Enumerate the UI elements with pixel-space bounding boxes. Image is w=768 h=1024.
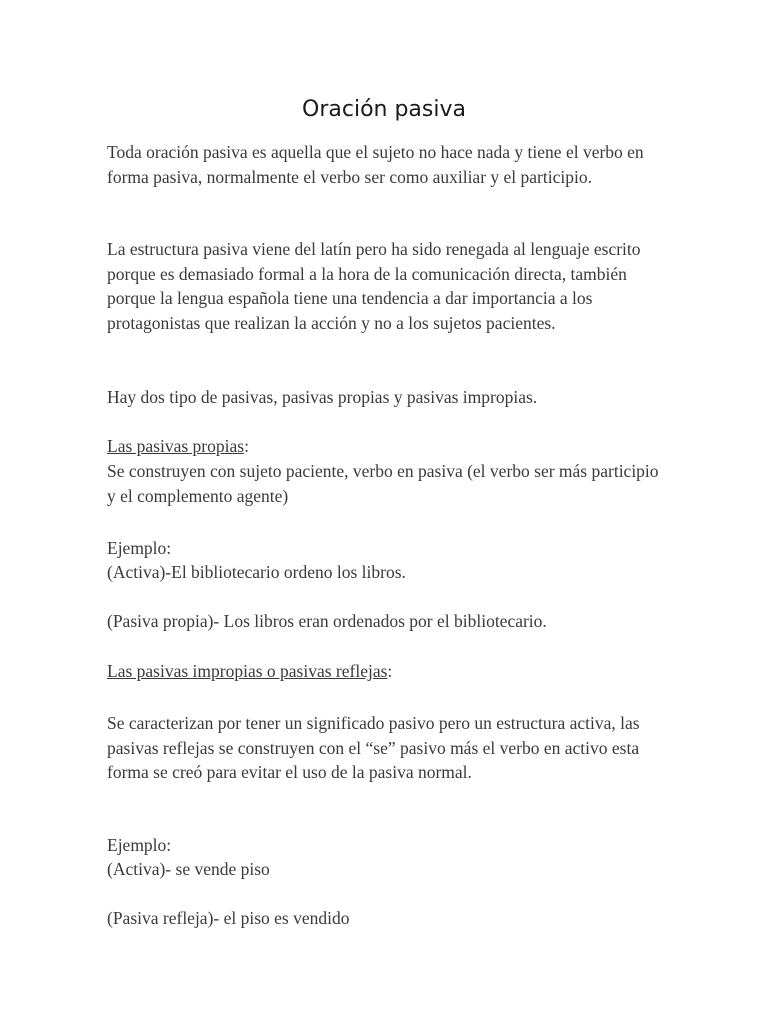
intro-paragraph: Toda oración pasiva es aquella que el sujeto no hace nada y tiene el verbo en forma pasiva, normalmente el verbo ser como auxiliar y el participio. <box>107 142 644 187</box>
impropias-example-label: Ejemplo: <box>107 835 172 855</box>
propias-description: Se construyen con sujeto paciente, verbo en pasiva (el verbo ser más participio y el complemento agente) <box>107 461 659 506</box>
structure-paragraph: La estructura pasiva viene del latín pero ha sido renegada al lenguaje escrito porque es demasiado formal a la hora de la comunicación directa, también porque la lengua española tiene una tendencia a dar importancia a los protagonistas que realizan la acción y no a los sujetos pacientes. <box>107 239 641 333</box>
impropias-description: Se caracterizan por tener un significado pasivo pero un estructura activa, las pasivas reflejas se construyen con el “se” pasivo más el verbo en activo esta forma se creó para evitar el uso de la pasiva normal. <box>107 713 640 782</box>
propias-heading: Las pasivas propias <box>107 436 245 456</box>
page-title: Oración pasiva <box>302 97 466 122</box>
impropias-heading-line <box>107 659 667 684</box>
impropias-example-passive: (Pasiva refleja)- el piso es vendido <box>107 908 350 928</box>
propias-example-passive: (Pasiva propia)- Los libros eran ordenados por el bibliotecario. <box>107 611 547 631</box>
impropias-heading: Las pasivas impropias o pasivas reflejas <box>107 661 388 681</box>
propias-heading-colon: : <box>244 436 249 456</box>
impropias-example-active: (Activa)- se vende piso <box>107 859 270 879</box>
propias-heading-line <box>107 434 667 459</box>
impropias-heading-colon: : <box>387 661 393 681</box>
types-paragraph: Hay dos tipo de pasivas, pasivas propias y pasivas impropias. <box>107 387 538 407</box>
propias-example-label: Ejemplo: <box>107 538 172 558</box>
propias-example-active: (Activa)-El bibliotecario ordeno los libros. <box>107 562 406 582</box>
